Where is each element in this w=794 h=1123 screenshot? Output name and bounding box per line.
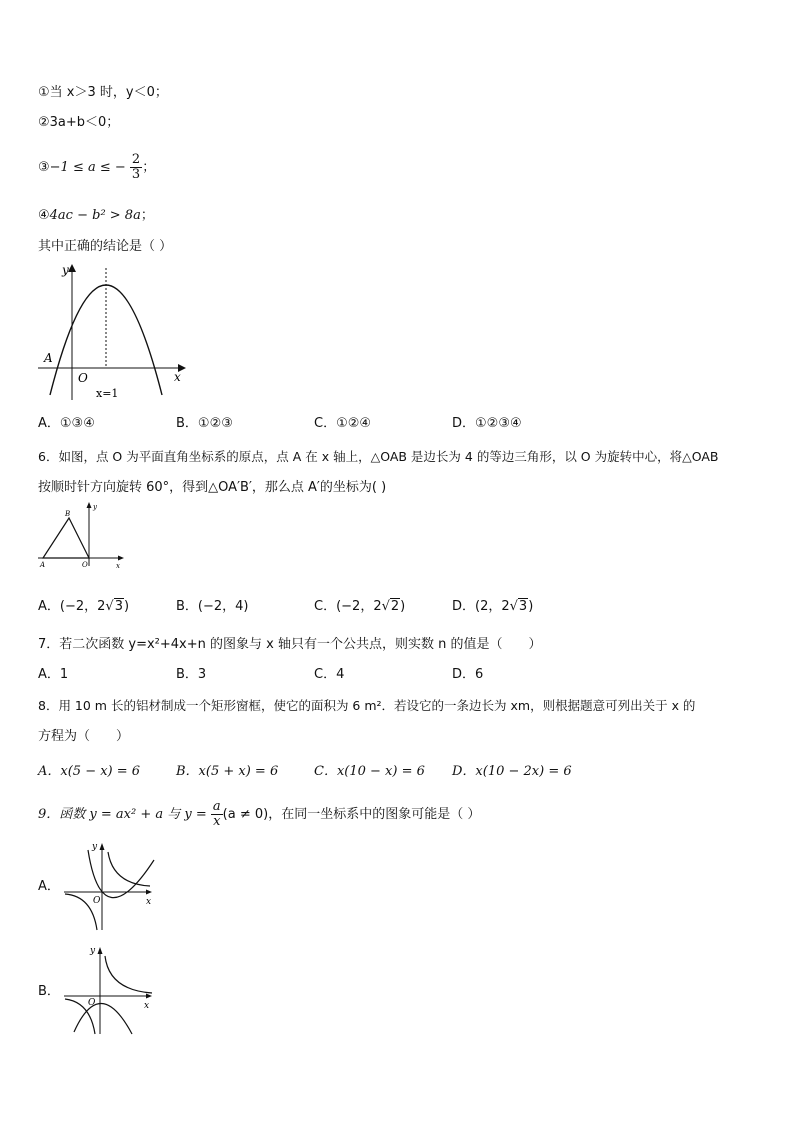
option-suffix: )	[123, 599, 130, 614]
q6-option-d[interactable]	[452, 598, 533, 616]
q6-option-c[interactable]	[314, 598, 405, 616]
y-axis-arrow	[98, 947, 103, 954]
q5-statement-3-fraction	[130, 153, 142, 182]
q7-text: 7．若二次函数 y=x²+4x+n 的图象与 x 轴只有一个公共点，则实数 n 的值是（ ）	[38, 637, 542, 652]
q9-option-a-graph[interactable]	[62, 840, 157, 932]
y-axis-label: y	[92, 842, 98, 852]
hyperbola-branch-right	[108, 852, 150, 886]
q8-text-line-2: 方程为（ ）	[38, 729, 130, 744]
q5-statement-2: ②3a+b＜0；	[38, 115, 120, 130]
origin-label: O	[82, 561, 88, 569]
option-prefix: A．(−2，2	[38, 599, 106, 614]
x-axis-label: x	[116, 562, 120, 570]
fraction-denominator: x	[213, 814, 221, 829]
parabola-curve	[74, 1003, 132, 1034]
y-axis-label: y	[93, 503, 97, 511]
sqrt-sign: √	[381, 599, 390, 614]
q5-option-a[interactable]: A．①③④	[38, 416, 95, 431]
radicand: 3	[114, 599, 123, 614]
q5-statement-3-math: −1 ≤ a ≤ −	[49, 160, 126, 175]
q5-option-b[interactable]: B．①②③	[176, 416, 233, 431]
q6-option-b[interactable]: B．(−2，4)	[176, 599, 249, 614]
option-suffix: )	[400, 599, 406, 614]
q6-text-line-1: 6．如图，点 O 为平面直角坐标系的原点，点 A 在 x 轴上，△OAB 是边长为 4 的等边三角形，以 O 为旋转中心，将△OAB	[38, 449, 719, 464]
q5-statement-1: ①当 x＞3 时，y＜0；	[38, 85, 168, 100]
q5-parabola-figure	[36, 260, 186, 405]
point-a-label: A	[44, 351, 53, 365]
option-prefix: C．(−2，2	[314, 599, 382, 614]
hyperbola-branch-right	[105, 956, 152, 993]
q5-statement-3-end: ；	[142, 160, 156, 175]
y-axis-arrow	[100, 843, 105, 850]
q5-statement-3	[38, 153, 155, 182]
q7-option-d[interactable]: D．6	[452, 667, 484, 682]
q5-statement-4	[38, 207, 154, 225]
y-axis-label: y	[62, 263, 69, 277]
q6-option-a[interactable]	[38, 598, 129, 616]
radicand: 3	[518, 599, 528, 614]
origin-label: O	[93, 896, 101, 906]
q5-statement-4-prefix: ④	[38, 208, 50, 223]
q8-option-d[interactable]: D．x(10 − 2x) = 6	[452, 764, 572, 779]
x-axis-label: x	[144, 1001, 150, 1011]
point-b-label: B	[65, 510, 71, 518]
q7-option-b[interactable]: B．3	[176, 667, 207, 682]
parabola-curve	[88, 850, 154, 898]
q9-option-b-graph[interactable]	[62, 944, 157, 1036]
q7-option-a[interactable]: A．1	[38, 667, 69, 682]
point-a-label: A	[40, 561, 46, 569]
q9-text-pre: 9．函数 y = ax² + a 与 y =	[38, 807, 207, 822]
option-suffix: )	[528, 599, 534, 614]
triangle-oab	[43, 518, 89, 558]
y-axis-arrow	[87, 502, 92, 508]
y-axis-arrow	[68, 264, 76, 272]
q9-option-a[interactable]: A．	[38, 879, 60, 894]
q5-option-d[interactable]: D．①②③④	[452, 416, 522, 431]
radicand: 2	[390, 599, 400, 614]
symmetry-axis-label: x=1	[96, 387, 119, 400]
fraction-denominator: 3	[131, 167, 141, 182]
q6-triangle-figure	[36, 500, 126, 570]
sqrt-sign: √	[509, 599, 518, 614]
x-axis-label: x	[174, 370, 181, 384]
x-axis-arrow	[146, 890, 152, 895]
origin-label: O	[78, 371, 88, 385]
q9-option-b[interactable]: B．	[38, 984, 60, 999]
q8-text-line-1: 8．用 10 m 长的铝材制成一个矩形窗框，使它的面积为 6 m²．若设它的一条边长为 xm，则根据题意可列出关于 x 的	[38, 698, 696, 713]
x-axis-arrow	[146, 994, 152, 999]
x-axis-arrow	[118, 556, 124, 561]
q5-question: 其中正确的结论是（ ）	[38, 239, 173, 254]
q5-statement-4-end: ；	[140, 208, 154, 223]
q8-option-b[interactable]: B．x(5 + x) = 6	[176, 764, 279, 779]
y-axis-label: y	[90, 946, 96, 956]
q9-text	[38, 800, 480, 829]
q7-option-c[interactable]: C．4	[314, 667, 345, 682]
q8-option-a[interactable]: A．x(5 − x) = 6	[38, 764, 141, 779]
fraction-numerator: 2	[131, 152, 141, 167]
x-axis-label: x	[146, 897, 152, 907]
q9-fraction	[211, 800, 223, 829]
sqrt-sign: √	[105, 599, 114, 614]
q6-text-line-2: 按顺时针方向旋转 60°，得到△OA′B′，那么点 A′的坐标为( )	[38, 480, 387, 495]
q5-statement-4-math: 4ac − b² > 8a	[49, 208, 141, 223]
origin-label: O	[88, 998, 96, 1008]
q5-option-c[interactable]: C．①②④	[314, 416, 372, 431]
fraction-numerator: a	[212, 799, 221, 814]
q9-text-post: (a ≠ 0)，在同一坐标系中的图象可能是（ ）	[222, 807, 481, 822]
option-prefix: D．(2，2	[452, 599, 510, 614]
q5-statement-3-prefix: ③	[38, 160, 50, 175]
q8-option-c[interactable]: C．x(10 − x) = 6	[314, 764, 425, 779]
